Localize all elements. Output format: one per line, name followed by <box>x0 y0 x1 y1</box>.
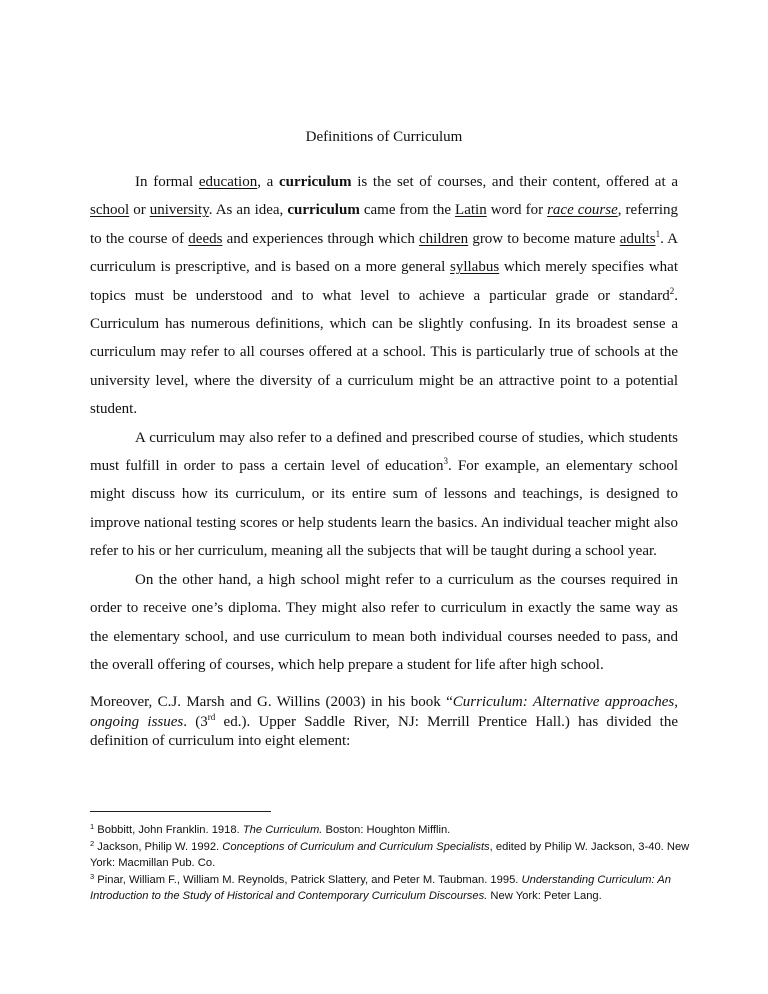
paragraph-3: On the other hand, a high school might refer to a curriculum as the courses required in order to receive one’s diploma. They might also refer to curriculum in exactly the same way as the elementary school, and use curriculum to mean both individual courses needed to pass, and the overall offering of courses, which help prepare a student for life after high school. <box>90 571 678 673</box>
link-education[interactable]: education <box>198 174 258 190</box>
footnote-italic: Understanding Curriculum: An Introduction to the Study of Historical and Contemporary Curriculum Discourses. <box>90 873 671 903</box>
text-run: . For example, an elementary school might discuss how its curriculum, or its entire sum of lessons and teachings, is designed to improve national testing scores or help students learn the basics. An individual teacher might also refer to his or her curriculum, meaning all the subjects that will be taught during a school year. <box>90 458 678 560</box>
link-university[interactable]: university <box>149 202 209 219</box>
text-run: . A curriculum is prescriptive, and is based on a more general <box>90 230 678 276</box>
book-title: Curriculum: Alternative approaches, ongoing issues <box>90 694 678 730</box>
footnote-separator <box>90 811 271 812</box>
edition-superscript: rd <box>207 711 216 722</box>
text-run: , a <box>257 174 280 190</box>
link-race-course[interactable]: race course <box>547 202 618 219</box>
footnote-text: New York: Peter Lang. <box>487 890 602 903</box>
footnote-text: Jackson, Philip W. 1992. <box>97 840 223 853</box>
link-deeds[interactable]: deeds <box>188 230 223 247</box>
document-body <box>90 168 678 752</box>
footnote-italic: The Curriculum. <box>242 824 323 836</box>
footnote-number: 1 <box>90 822 95 831</box>
footnote-text: Bobbitt, John Franklin. 1918. <box>97 824 243 836</box>
text-run: is the set of courses, and their content, offered at a <box>351 174 678 190</box>
text-run: , referring to the course of <box>90 202 679 247</box>
text-run: Moreover, C.J. Marsh and G. Willins (2003) in his book “ <box>90 694 453 711</box>
link-school[interactable]: school <box>90 202 130 219</box>
footnote-italic: Conceptions of Curriculum and Curriculum Specialists <box>222 840 490 853</box>
footnote-number: 3 <box>90 871 95 881</box>
paragraph-4 <box>90 693 678 752</box>
page-title: Definitions of Curriculum <box>305 129 463 145</box>
footnote-text: , edited by Philip W. Jackson, 3-40. New York: Macmillan Pub. Co. <box>90 840 690 870</box>
text-run: came from the <box>359 202 456 219</box>
footnote-2 <box>90 839 690 872</box>
text-run: which merely specifies what topics must be understood and to what level to achieve a particular grade or standard <box>90 259 678 304</box>
link-children[interactable]: children <box>419 230 469 247</box>
bold-term-curriculum: curriculum <box>287 202 360 219</box>
text-run: or <box>129 202 150 219</box>
footnote-ref-3[interactable]: 3 <box>443 456 448 467</box>
text-run: ed.). Upper Saddle River, NJ: Merrill Prentice Hall.) has divided the definition of curriculum into eight element: <box>90 713 678 750</box>
link-syllabus[interactable]: syllabus <box>450 259 500 276</box>
text-run: and experiences through which <box>222 230 419 247</box>
footnote-ref-2[interactable]: 2 <box>669 285 675 296</box>
link-latin[interactable]: Latin <box>455 202 487 219</box>
text-run: word for <box>486 202 548 219</box>
text-run: . As an idea, <box>208 202 288 219</box>
text-run: In formal <box>135 174 199 190</box>
footnote-3 <box>90 872 690 905</box>
footnote-text: Boston: Houghton Mifflin. <box>322 824 451 836</box>
text-run: A curriculum may also refer to a defined and prescribed course of studies, which students must fulfill in order to pass a certain level of education <box>90 429 678 475</box>
footnotes <box>90 822 690 905</box>
text-run: . Curriculum has numerous definitions, which can be slightly confusing. In its broadest sense a curriculum may refer to all courses offered at a school. This is particularly true of schools at the university level, where the diversity of a curriculum might be an attractive point to a potential student. <box>90 287 678 418</box>
text-run: grow to become mature <box>468 230 620 247</box>
link-adults[interactable]: adults <box>619 230 656 247</box>
bold-term-curriculum: curriculum <box>279 174 352 190</box>
footnote-1 <box>90 822 690 839</box>
footnote-ref-1[interactable]: 1 <box>655 228 661 239</box>
paragraph-1 <box>90 168 678 424</box>
text-run: . (3 <box>183 713 208 730</box>
footnote-text: Pinar, William F., William M. Reynolds, Patrick Slattery, and Peter M. Taubman. 1995. <box>97 873 522 886</box>
paragraph-2 <box>90 424 678 566</box>
footnote-number: 2 <box>90 838 95 848</box>
